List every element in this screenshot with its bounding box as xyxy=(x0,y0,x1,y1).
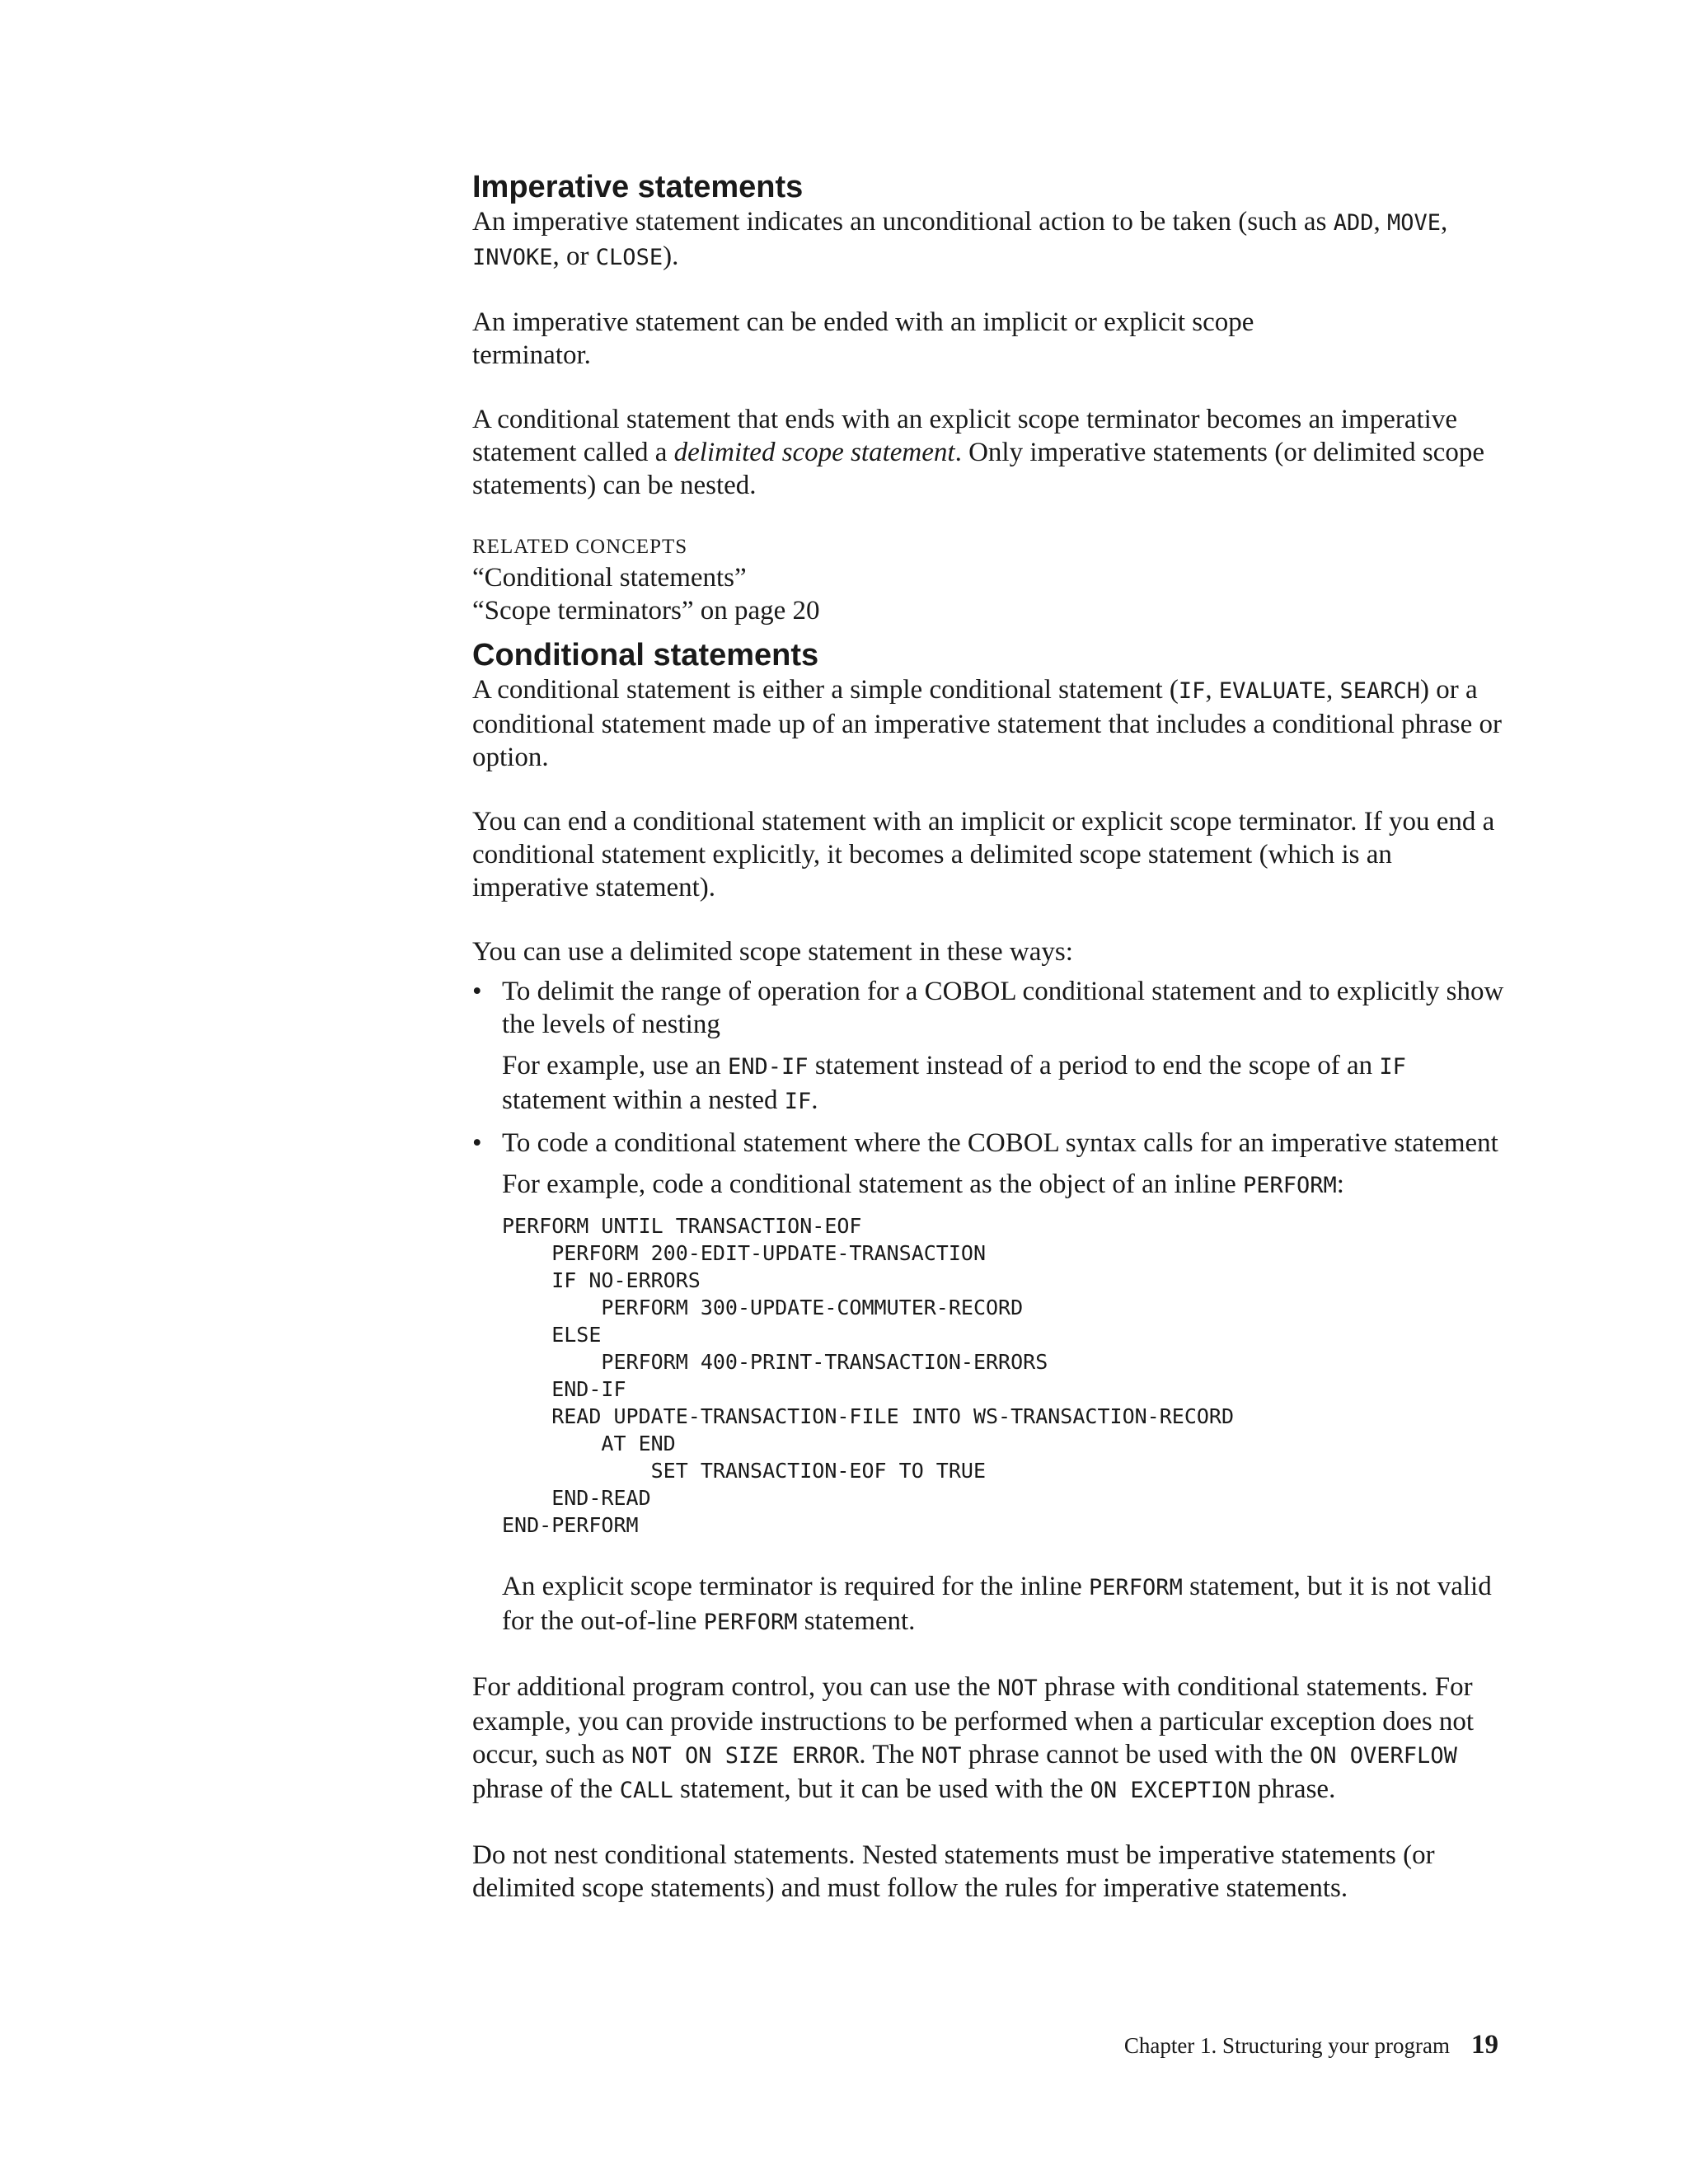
nesting-rule-paragraph: Do not nest conditional statements. Nested statements must be imperative statements (or delimited scope statements) and must follow the rules for imperative statements. xyxy=(472,1840,1435,1903)
related-concepts-label: RELATED CONCEPTS xyxy=(472,536,688,558)
not-phrase-paragraph xyxy=(472,1671,1507,1807)
text-span: statement, but it is not valid for the out-of-line xyxy=(502,1572,1492,1636)
page-number: 19 xyxy=(1471,2030,1498,2060)
text-span: , xyxy=(1325,675,1340,705)
conditional-intro-paragraph xyxy=(472,673,1507,774)
code-not: NOT xyxy=(996,1675,1038,1701)
code-close: CLOSE xyxy=(595,245,663,270)
text-span: statement, but it can be used with the xyxy=(673,1774,1090,1804)
text-span: statement. xyxy=(797,1606,916,1636)
delimited-scope-uses-intro: You can use a delimited scope statement in these ways: xyxy=(472,937,1073,967)
text-span: phrase with conditional statements. For example, you can provide instructions to be performed when a particular exception does not occur, such as xyxy=(472,1672,1475,1769)
code-search: SEARCH xyxy=(1339,678,1420,704)
text-span: phrase of the xyxy=(472,1774,620,1804)
code-not: NOT xyxy=(921,1743,962,1769)
text-span: ) or a conditional statement made up of an imperative statement that includes a conditional phrase or option. xyxy=(472,675,1503,772)
text-span: An explicit scope terminator is required for the inline xyxy=(502,1572,1090,1601)
bullet-example xyxy=(502,1168,1507,1202)
list-item xyxy=(472,1127,1507,1639)
text-span: . The xyxy=(859,1740,921,1769)
bullet-example xyxy=(502,1049,1507,1118)
code-if: IF xyxy=(1178,678,1206,704)
delimited-scope-paragraph xyxy=(472,403,1507,502)
heading-conditional-statements: Conditional statements xyxy=(472,638,819,673)
code-perform: PERFORM xyxy=(703,1610,798,1635)
code-if: IF xyxy=(784,1089,812,1114)
code-if: IF xyxy=(1379,1054,1406,1080)
text-span: A conditional statement is either a simple conditional statement ( xyxy=(472,675,1179,705)
code-add: ADD xyxy=(1333,210,1374,236)
imperative-intro-paragraph xyxy=(472,205,1507,274)
imperative-terminator-paragraph: An imperative statement can be ended with an implicit or explicit scope terminator. xyxy=(472,307,1254,370)
code-evaluate: EVALUATE xyxy=(1218,678,1326,704)
inline-perform-note xyxy=(502,1570,1507,1639)
text-span: , or xyxy=(552,241,596,271)
conditional-terminator-paragraph: You can end a conditional statement with an implicit or explicit scope terminator. If you end a conditional statement explicitly, it becomes a delimited scope statement (which is an imperative statement). xyxy=(472,807,1495,902)
code-on-exception: ON EXCEPTION xyxy=(1090,1778,1251,1803)
text-span: , xyxy=(1373,207,1387,237)
text-span: phrase cannot be used with the xyxy=(961,1740,1311,1769)
bullet-icon: • xyxy=(472,977,482,1006)
text-span: : xyxy=(1336,1169,1344,1199)
related-link-scope-terminators[interactable]: “Scope terminators” on page 20 xyxy=(472,596,820,626)
code-move: MOVE xyxy=(1386,210,1441,236)
text-span: , xyxy=(1441,207,1448,237)
heading-imperative-statements: Imperative statements xyxy=(472,170,804,204)
bullet-icon: • xyxy=(472,1128,482,1158)
text-span: statement within a nested xyxy=(502,1085,785,1115)
text-span: A conditional statement that ends with an explicit scope terminator becomes an imperative statement called a xyxy=(472,405,1457,467)
page-footer xyxy=(0,2030,1498,2060)
list-item xyxy=(472,975,1507,1118)
text-span: . Only imperative statements (or delimited scope statements) can be nested. xyxy=(472,438,1484,500)
text-span: statement instead of a period to end the scope of an xyxy=(808,1051,1380,1080)
text-span: ). xyxy=(663,241,679,271)
text-span: , xyxy=(1205,675,1219,705)
text-span: An imperative statement indicates an unconditional action to be taken (such as xyxy=(472,207,1334,237)
text-span: . xyxy=(811,1085,818,1115)
code-perform: PERFORM xyxy=(1242,1173,1337,1198)
bullet-text: To code a conditional statement where the COBOL syntax calls for an imperative statement xyxy=(502,1128,1498,1158)
code-invoke: INVOKE xyxy=(472,245,553,270)
page-body xyxy=(472,169,1507,1905)
text-span: For example, use an xyxy=(502,1051,729,1080)
code-perform: PERFORM xyxy=(1089,1575,1183,1601)
delimited-scope-term: delimited scope statement xyxy=(673,438,955,467)
text-span: For additional program control, you can use the xyxy=(472,1672,997,1702)
code-call: CALL xyxy=(619,1778,673,1803)
code-example-block: PERFORM UNTIL TRANSACTION-EOF PERFORM 200-EDIT-UPDATE-TRANSACTION IF NO-ERRORS PERFORM 300-UPDATE-COMMUTER-RECORD ELSE PERFORM 400-PRINT-TRANSACTION-ERRORS END-IF READ UPDATE-TRANSACTION-FILE INTO WS-TRANSACTION-RECORD AT END SET TRANSACTION-EOF TO TRUE END-READ END-PERFORM xyxy=(502,1214,1235,1537)
code-end-if: END-IF xyxy=(728,1054,809,1080)
code-on-overflow: ON OVERFLOW xyxy=(1310,1743,1457,1769)
related-link-conditional-statements[interactable]: “Conditional statements” xyxy=(472,563,747,593)
bullet-text: To delimit the range of operation for a COBOL conditional statement and to explicitly show the levels of nesting xyxy=(502,977,1504,1039)
text-span: phrase. xyxy=(1250,1774,1336,1804)
delimited-scope-uses-list xyxy=(472,975,1507,1639)
text-span: For example, code a conditional statement as the object of an inline xyxy=(502,1169,1243,1199)
code-not-on-size-error: NOT ON SIZE ERROR xyxy=(631,1743,860,1769)
chapter-title: Chapter 1. Structuring your program xyxy=(1123,2033,1450,2058)
